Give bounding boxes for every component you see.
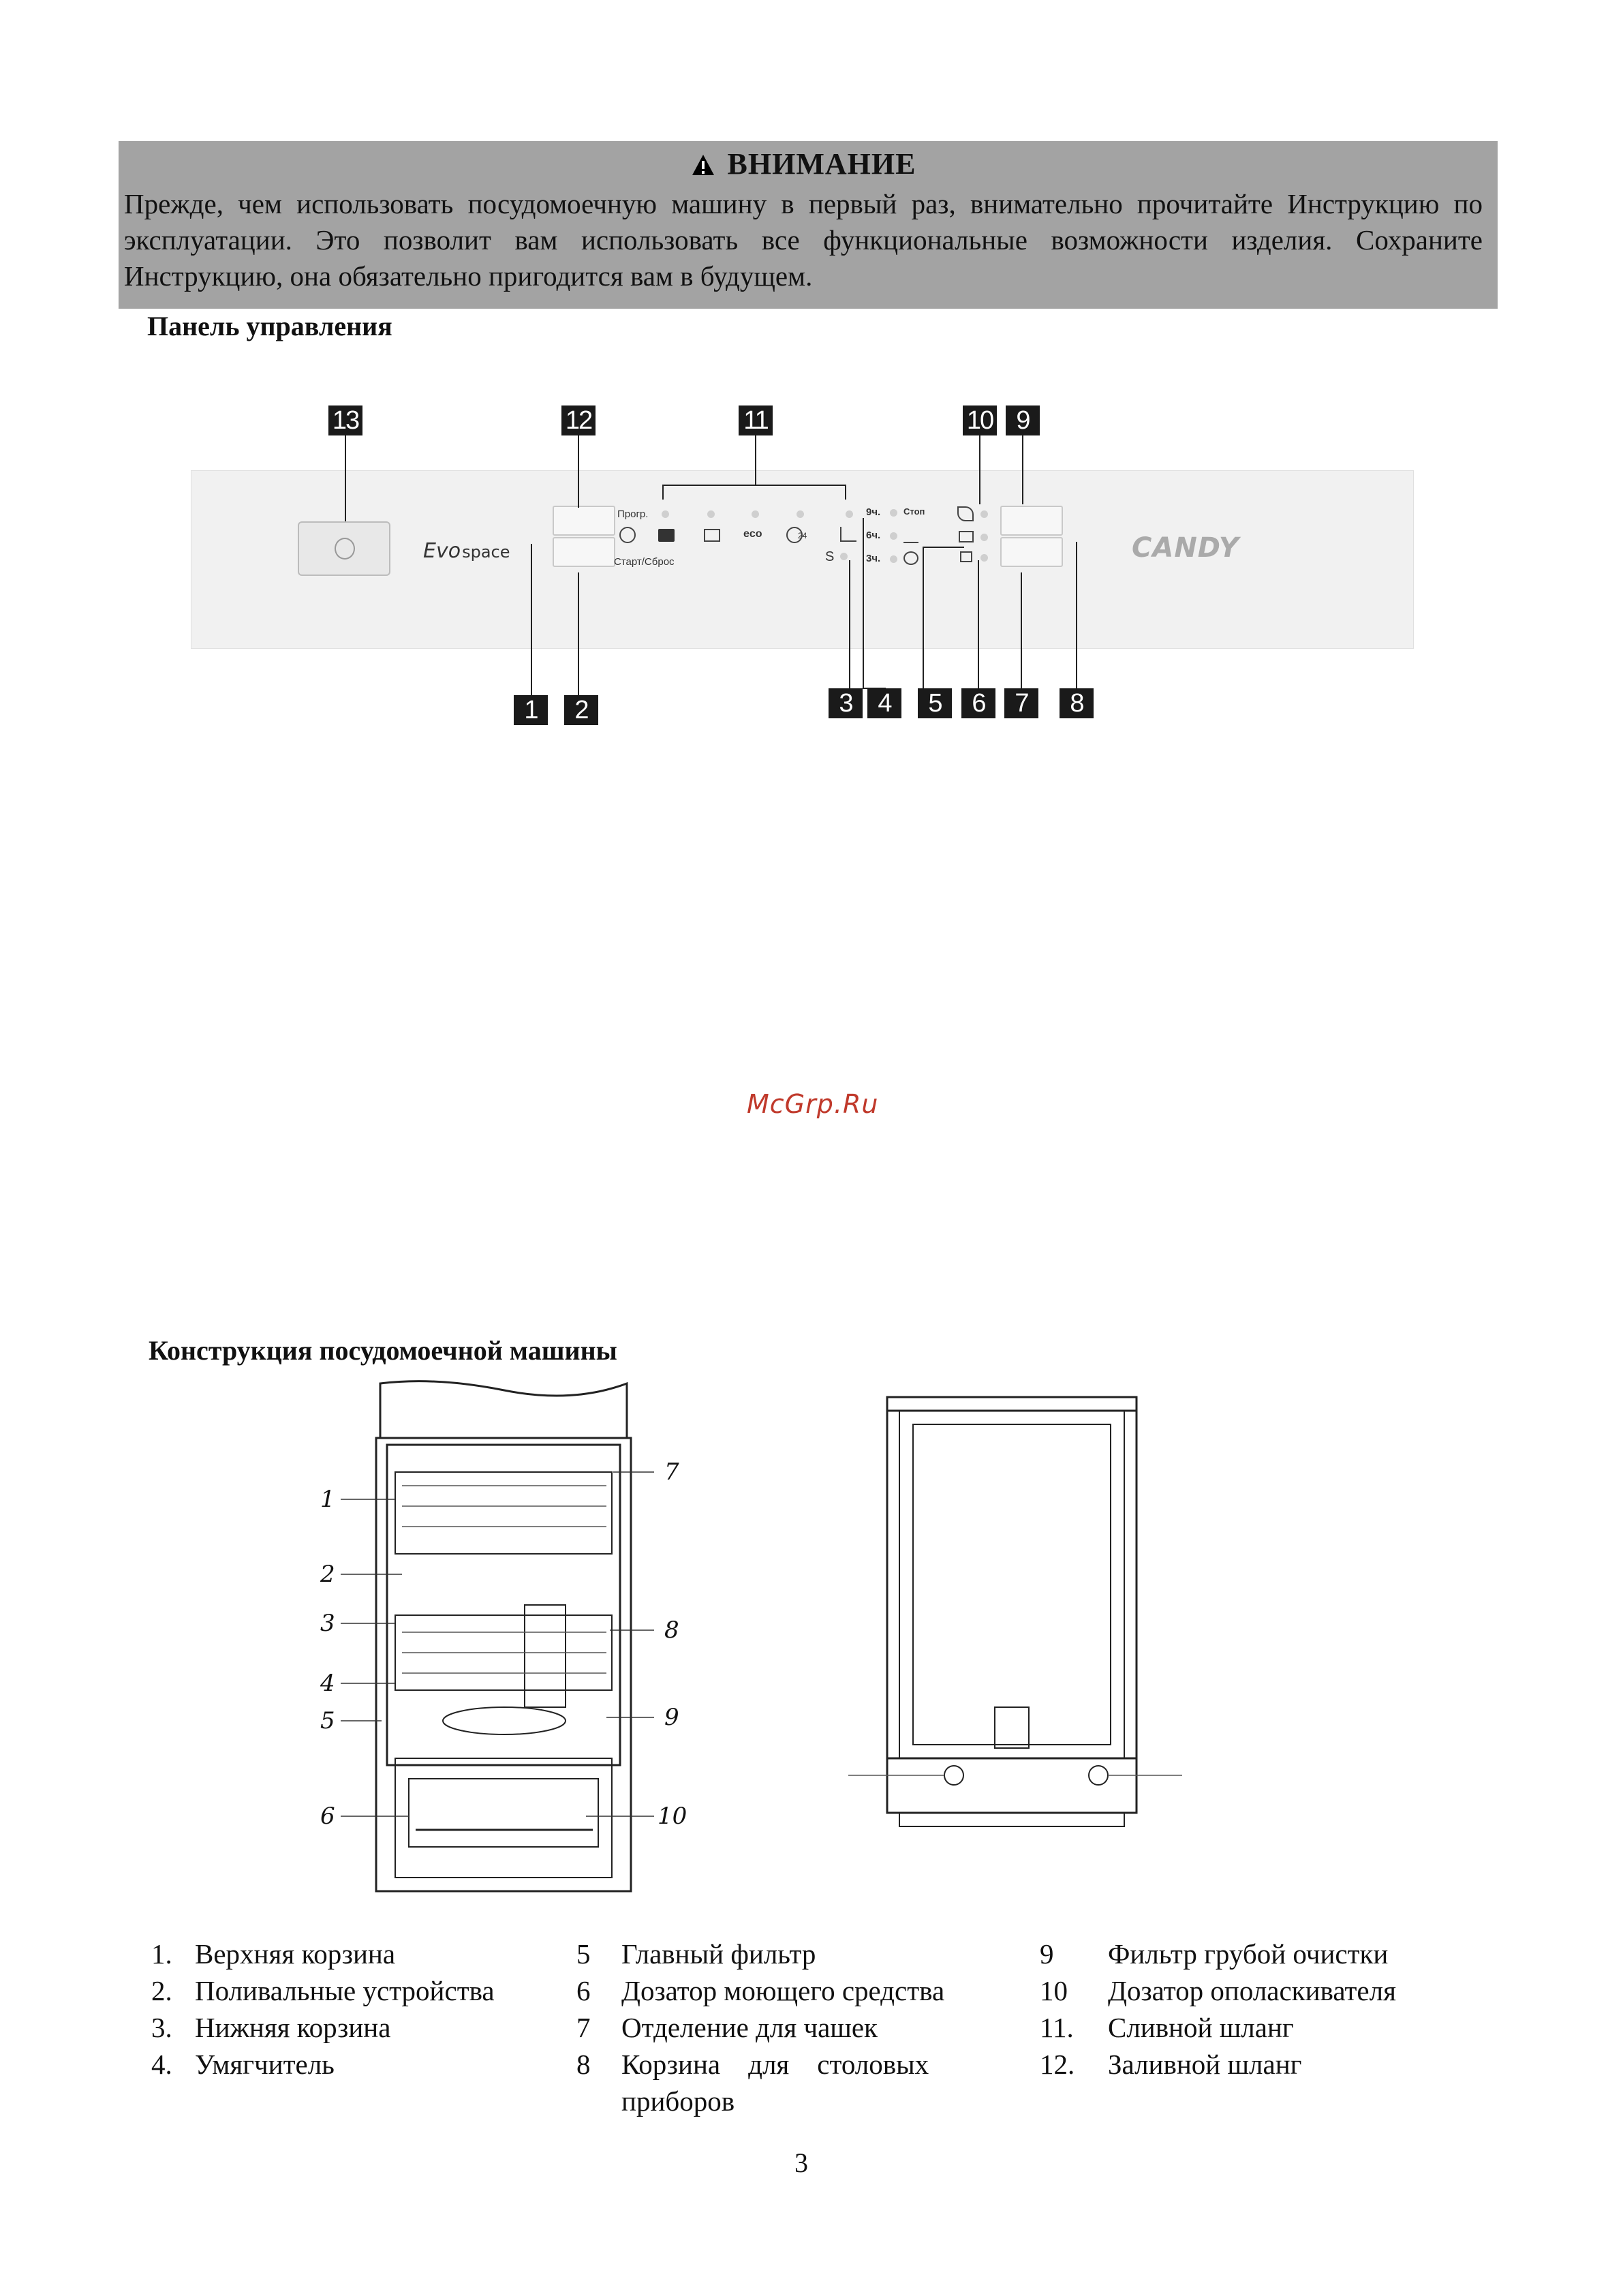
legend-12-text: Заливной шланг (1108, 2049, 1302, 2080)
legend-1-num: 1. (151, 1938, 172, 1970)
callout-12: 12 (561, 405, 596, 435)
panel-leader-lines (0, 0, 1623, 750)
label-9h: 9ч. (866, 506, 881, 518)
brand-evo: Evo (423, 539, 461, 563)
diag-label-5: 5 (320, 1707, 335, 1734)
label-24: 24 (798, 531, 807, 540)
legend-7-num: 7 (576, 2012, 591, 2043)
legend-5-num: 5 (576, 1938, 591, 1970)
legend-8-num: 8 (576, 2049, 591, 2080)
callout-2: 2 (564, 695, 598, 725)
legend-5-text: Главный фильтр (621, 1938, 816, 1970)
legend-3-text: Нижняя корзина (195, 2012, 391, 2043)
legend-6-num: 6 (576, 1975, 591, 2006)
callout-10: 10 (963, 405, 997, 435)
legend-12-num: 12. (1040, 2049, 1075, 2080)
brand-space: space (462, 542, 510, 562)
warning-text: Прежде, чем использовать посудомоечную машину в первый раз, внимательно прочитайте Инструкцию по эксплуатации. Это позволит вам использовать все функциональные возможности изделия. Сохраните Инструкцию, она обязательно пригодится вам в будущем. (124, 187, 1483, 292)
legend-column-2 (576, 1935, 1013, 2126)
legend-8-text: Корзина для столовых (621, 2049, 929, 2080)
label-6h: 6ч. (866, 530, 881, 541)
diag-label-6: 6 (320, 1803, 335, 1830)
callout-4: 4 (867, 688, 901, 718)
construction-title: Конструкция посудомоечной машины (149, 1335, 617, 1366)
callout-8: 8 (1060, 688, 1094, 718)
diag-label-4: 4 (320, 1670, 335, 1697)
legend-4-num: 4. (151, 2049, 172, 2080)
diag-label-2: 2 (320, 1561, 335, 1588)
legend-1-text: Верхняя корзина (195, 1938, 396, 1970)
control-panel-title: Панель управления (147, 311, 392, 341)
diag-label-1: 1 (320, 1486, 335, 1513)
legend-2-num: 2. (151, 1975, 172, 2006)
legend-column-1 (151, 1935, 560, 2085)
callout-7: 7 (1004, 688, 1038, 718)
callout-11: 11 (739, 405, 773, 435)
diag-label-3: 3 (320, 1610, 335, 1637)
watermark: McGrp.Ru (747, 1089, 879, 1119)
callout-1: 1 (514, 695, 548, 725)
label-softener: S (825, 549, 835, 564)
diag-label-7: 7 (664, 1458, 679, 1486)
diag-label-10: 10 (658, 1803, 687, 1830)
diag-label-9: 9 (664, 1704, 679, 1731)
legend-11-text: Сливной шланг (1108, 2012, 1294, 2043)
legend-10-text: Дозатор ополаскивателя (1108, 1975, 1396, 2006)
page-number: 3 (794, 2147, 808, 2178)
diag-label-8: 8 (664, 1617, 679, 1644)
legend-8-text-cont: приборов (621, 2085, 735, 2117)
legend-9-num: 9 (1040, 1938, 1054, 1970)
label-start: Старт/Сброс (614, 556, 675, 568)
legend-4-text: Умягчитель (195, 2049, 335, 2080)
label-prog: Прогр. (617, 508, 649, 520)
dishwasher-back-diagram (845, 1394, 1186, 1843)
callout-13: 13 (328, 405, 362, 435)
legend-11-num: 11. (1040, 2012, 1074, 2043)
legend-column-3 (1040, 1935, 1476, 2085)
legend-10-num: 10 (1040, 1975, 1068, 2006)
brand-candy-logo: CANDY (1132, 532, 1239, 564)
label-stop: Стоп (903, 506, 925, 517)
warning-title: ВНИМАНИЕ (727, 147, 916, 181)
label-eco: eco (743, 528, 762, 540)
callout-6: 6 (961, 688, 995, 718)
legend-2-text: Поливальные устройства (195, 1975, 495, 2006)
label-3h: 3ч. (866, 553, 881, 564)
legend-3-num: 3. (151, 2012, 172, 2043)
legend-9-text: Фильтр грубой очистки (1108, 1938, 1389, 1970)
callout-9: 9 (1006, 405, 1040, 435)
callout-3: 3 (829, 688, 863, 718)
callout-5: 5 (918, 688, 952, 718)
legend-6-text: Дозатор моющего средства (621, 1975, 945, 2006)
legend-7-text: Отделение для чашек (621, 2012, 878, 2043)
